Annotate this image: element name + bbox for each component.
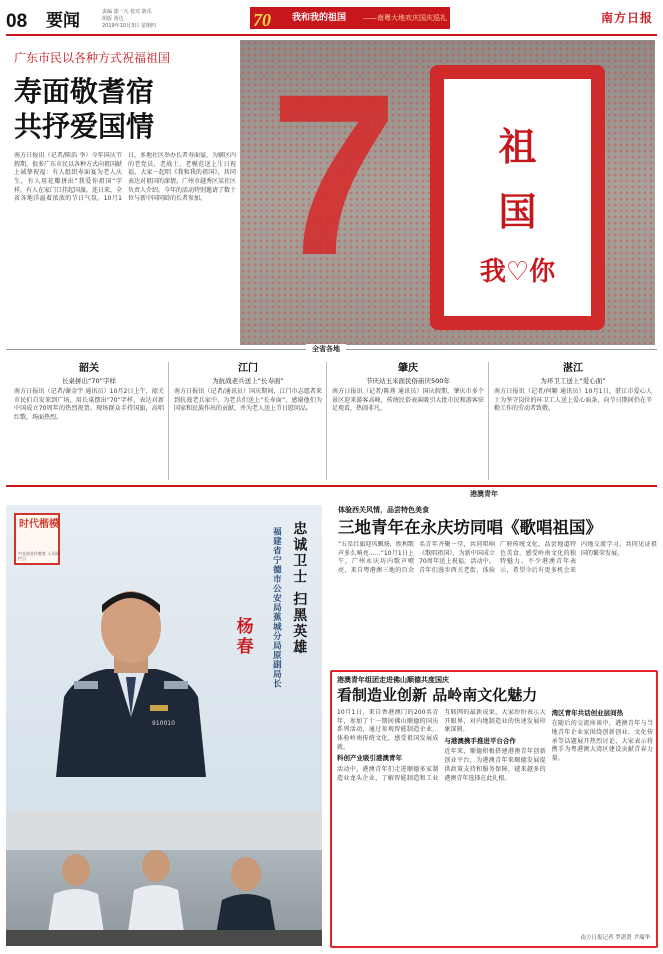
highlight-paragraph: 在随后的交流座谈中，港澳青年与当地青年企业家围绕创新创业、文化传承等话题展开热烈讨论，大家表示将携手为粤港澳大湾区建设贡献青春力量。 bbox=[551, 720, 653, 763]
news-brief bbox=[494, 362, 652, 482]
highlight-paragraph: 活动中，港澳青年们走进顺德多家制造业龙头企业，了解智能制造和工业互联网的最新成果，大家纷纷表示大开眼界，对内地制造业的快速发展印象深刻。 bbox=[337, 709, 546, 782]
highlight-subhead: 科创产业吸引港澳青年 bbox=[337, 754, 402, 763]
section-bar-label: 港澳青年 bbox=[466, 489, 502, 499]
stamp-title: 时代楷模 bbox=[19, 519, 59, 530]
brief-city: 韶关 bbox=[79, 363, 99, 374]
meta-line: 责编 邵一凡 校对 陈乐 bbox=[102, 9, 152, 15]
brief-title: 为抗战老兵送上“长寿面” bbox=[212, 376, 284, 385]
stamp-caption: 中宣部宣传教育 入耳画栏目 bbox=[18, 551, 60, 562]
meta-line: 2019年10月3日 星期四 bbox=[102, 22, 156, 29]
hero-position: 福建省宁德市公安局蕉城分局原副局长 bbox=[271, 527, 282, 689]
regional-news-label: 全省各地 bbox=[306, 344, 346, 354]
brief-body: 南方日报讯（记者/陈燕 通讯员）国庆假期，肇庆市多个景区迎来游客高峰，传统民俗表演吸引大批市民和游客驻足观看，热闹非凡。 bbox=[332, 387, 484, 413]
page-meta bbox=[102, 9, 182, 29]
lead-photo bbox=[240, 40, 655, 345]
hero-name: 杨春 bbox=[232, 617, 253, 657]
officer-portrait bbox=[56, 577, 206, 777]
brief-title: 节庆站玉米面民俗庙庆500年 bbox=[366, 376, 450, 385]
page-header bbox=[6, 6, 657, 36]
era-model-stamp bbox=[14, 513, 60, 565]
banner-mark: 70 bbox=[253, 10, 271, 30]
meta-line: 组版 黄达 bbox=[102, 15, 124, 22]
lead-headline-line: 共抒爱国情 bbox=[14, 110, 155, 143]
brief-body: 南方日报讯（记者/何颖 通讯员）10月1日，湛江市爱心人士为坚守岗位的环卫工人送上爱心面条，向节日期间仍在辛勤工作的劳动者致敬。 bbox=[494, 387, 652, 413]
lead-headline-line: 寿面敬耆宿 bbox=[14, 75, 155, 108]
anniversary-banner bbox=[250, 7, 450, 29]
column-divider bbox=[488, 362, 489, 480]
brief-city: 肇庆 bbox=[398, 363, 418, 374]
section-bar bbox=[6, 485, 657, 501]
column-divider bbox=[326, 362, 327, 480]
article-headline: 三地青年在永庆坊同唱《歌唱祖国》 bbox=[338, 518, 602, 537]
highlight-headline: 看制造业创新 品岭南文化魅力 bbox=[337, 686, 538, 704]
highlight-byline: 南方日报记者 罗湛贤 尹瑞华 bbox=[580, 935, 650, 942]
banner-title: 我和我的祖国 bbox=[292, 13, 347, 23]
news-brief bbox=[14, 362, 164, 482]
highlight-kicker: 港澳青年组团走进佛山顺德共度国庆 bbox=[337, 676, 449, 684]
lead-kicker: 广东市民以各种方式祝福祖国 bbox=[14, 51, 171, 65]
badge-number: 910010 bbox=[152, 720, 175, 727]
photo-word: 国 bbox=[498, 189, 537, 234]
brief-title: 长桌拼出“70”字样 bbox=[61, 376, 116, 385]
brief-city: 湛江 bbox=[563, 363, 583, 374]
hero-secondary-photo bbox=[6, 810, 322, 946]
brief-body: 南方日报讯（记者/谢金宇 通讯员）10月2日上午，韶关市民们自发来到广场，用长桌摆出“70”字样，表达对新中国成立70周年的热烈祝贺。现场群众手持国旗，高唱红歌，场面热烈。 bbox=[14, 387, 164, 421]
photo-number-seven: 7 bbox=[270, 46, 398, 303]
highlight-body bbox=[337, 709, 653, 937]
lead-body: 南方日报讯（记者/陈浩 李）今年国庆节假期，很多广东市民以各种方式向祖国献上诚挚祝福：有人组织寿面宴为老人庆生，有人用花瓣拼出“我爱你祖国”字样，有人在家门口挂起国旗。连日来，全省各地洋溢着浓浓的节日气氛。10月1日，多地社区举办长者寿面宴，为辖区内的老党员、老战士、老模范送上生日祝福，大家一起唱《我和我的祖国》，共同表达对祖国的深情。广州市越秀区某社区负责人介绍，今年的活动特别邀请了数十位与新中国同龄的长者参加。 bbox=[14, 152, 236, 203]
brief-title: 为环卫工送上“爱心面” bbox=[540, 376, 606, 385]
banner-subtitle: ——南粤大地欢庆国庆巡礼 bbox=[363, 14, 447, 22]
news-brief bbox=[332, 362, 484, 482]
highlight-subhead: 与港澳携手推进平台合作 bbox=[444, 737, 516, 746]
news-brief bbox=[174, 362, 322, 482]
article-kicker: 体验西关风情，品尝特色美食 bbox=[338, 506, 429, 514]
highlighted-article[interactable] bbox=[330, 670, 658, 948]
photo-zero-frame bbox=[430, 65, 605, 330]
brief-body: 南方日报讯（记者/通讯员）国庆期间，江门市志愿者来到抗战老兵家中，为老兵们送上“长寿面”，感谢他们为国家和民族作出的贡献，并为老人送上节日慰问品。 bbox=[174, 387, 322, 413]
hero-feature bbox=[6, 505, 322, 946]
highlight-paragraph: 10月1日，来自香港澳门的200名青年，参加了十一期间佛山顺德的国庆系列活动，通过参观智能制造企业、体验岭南传统文化，感受祖国发展成就。 bbox=[337, 709, 439, 751]
page-number: 08 bbox=[6, 11, 28, 32]
regional-news-bar bbox=[6, 345, 657, 359]
brief-city: 江门 bbox=[238, 363, 258, 374]
article-body: “五星红旗迎风飘扬，胜利歌声多么响亮……”10月1日上午，广州永庆坊内歌声嘹亮，来自粤港澳三地的百余名青年齐聚一堂，共同唱响《歌唱祖国》，为新中国成立70周年送上祝福。活动中，青年们漫步西关老街，体验广府传统文化，品尝地道特色美食，感受岭南文化的独特魅力。不少港澳青年表示，希望今后有更多机会来内地交流学习，共同见证祖国的繁荣发展。 bbox=[338, 541, 657, 575]
hero-slogan: 忠诚卫士 扫黑英雄 bbox=[291, 521, 308, 656]
lead-headline bbox=[14, 74, 234, 144]
column-divider bbox=[168, 362, 169, 480]
highlight-paragraph: 近年来，顺德积极搭建港澳青年创新创业平台，为港澳青年来顺德发展提供政策支持和服务保障，越来越多的港澳青年选择在此扎根。 bbox=[444, 748, 546, 782]
masthead-logo: 南方日报 bbox=[600, 11, 653, 25]
photo-word: 祖 bbox=[498, 124, 537, 169]
highlight-subhead: 湾区青年共话创业层间热 bbox=[551, 709, 624, 717]
section-name: 要闻 bbox=[46, 11, 80, 31]
officers-meeting-illustration bbox=[6, 810, 322, 946]
photo-word: 我♡你 bbox=[479, 257, 556, 287]
